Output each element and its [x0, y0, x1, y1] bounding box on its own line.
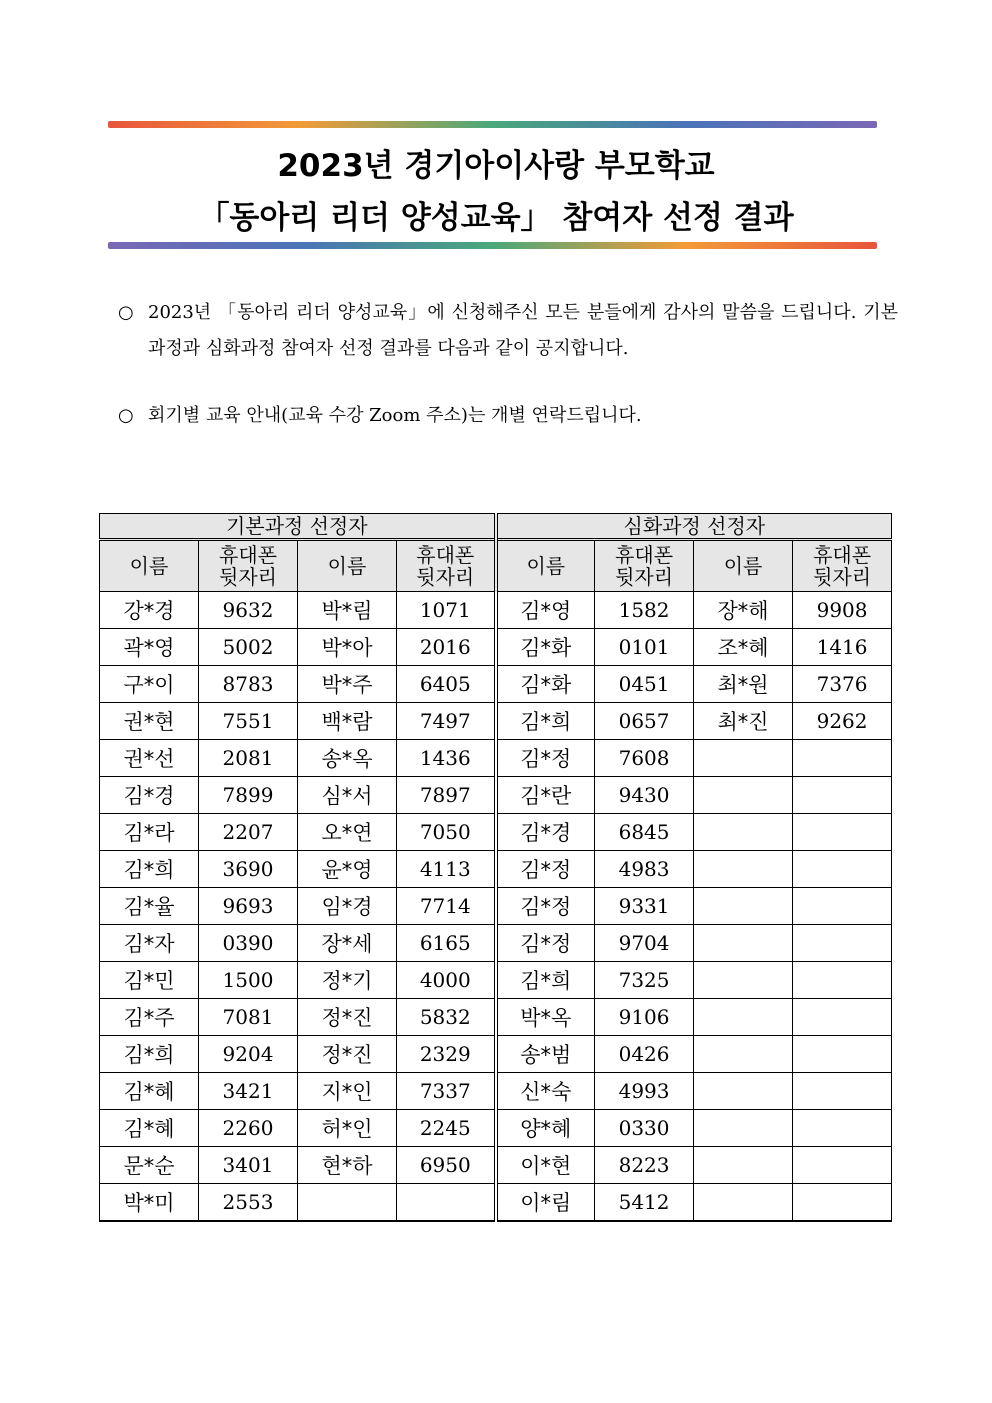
phone-digits-cell: 0426 — [595, 1036, 694, 1073]
phone-digits-cell: 4000 — [397, 962, 496, 999]
participant-name-cell — [694, 1073, 793, 1110]
participant-name-cell: 윤*영 — [298, 851, 397, 888]
participant-name-cell: 문*순 — [100, 1147, 199, 1184]
participant-name-cell: 김*혜 — [100, 1073, 199, 1110]
notice-text-1: 2023년 「동아리 리더 양성교육」에 신청해주신 모든 분들에게 감사의 말씀을 드립니다. 기본과정과 심화과정 참여자 선정 결과를 다음과 같이 공지합니다. — [148, 302, 898, 359]
phone-digits-cell: 9693 — [199, 888, 298, 925]
table-row — [100, 1073, 892, 1110]
column-header-phone-line1: 휴대폰 — [219, 543, 277, 567]
phone-digits-cell — [793, 1073, 892, 1110]
phone-digits-cell: 9204 — [199, 1036, 298, 1073]
participant-name-cell: 박*옥 — [496, 999, 595, 1036]
table-row — [100, 629, 892, 666]
column-header-phone-line2: 뒷자리 — [615, 565, 674, 589]
table-row — [100, 925, 892, 962]
column-header-phone — [397, 540, 496, 592]
phone-digits-cell: 7497 — [397, 703, 496, 740]
participant-name-cell — [694, 1036, 793, 1073]
phone-digits-cell: 4993 — [595, 1073, 694, 1110]
phone-digits-cell: 3401 — [199, 1147, 298, 1184]
participant-name-cell: 김*율 — [100, 888, 199, 925]
phone-digits-cell: 4113 — [397, 851, 496, 888]
notice-text-2: 회기별 교육 안내(교육 수강 Zoom 주소)는 개별 연락드립니다. — [148, 405, 642, 426]
participant-name-cell: 최*원 — [694, 666, 793, 703]
participant-name-cell: 허*인 — [298, 1110, 397, 1147]
participant-name-cell: 오*연 — [298, 814, 397, 851]
notice-paragraph-1 — [118, 295, 898, 367]
column-header-name: 이름 — [694, 540, 793, 592]
phone-digits-cell — [793, 740, 892, 777]
table-row — [100, 1036, 892, 1073]
phone-digits-cell: 6950 — [397, 1147, 496, 1184]
table-row — [100, 740, 892, 777]
participant-name-cell: 김*경 — [100, 777, 199, 814]
column-header-phone-line2: 뒷자리 — [416, 565, 475, 589]
participant-name-cell: 김*라 — [100, 814, 199, 851]
participant-name-cell — [694, 1110, 793, 1147]
table-row — [100, 777, 892, 814]
phone-digits-cell: 7714 — [397, 888, 496, 925]
column-header-name: 이름 — [298, 540, 397, 592]
phone-digits-cell — [793, 999, 892, 1036]
participant-name-cell: 구*이 — [100, 666, 199, 703]
participant-name-cell: 김*주 — [100, 999, 199, 1036]
participant-name-cell: 정*진 — [298, 999, 397, 1036]
phone-digits-cell: 9331 — [595, 888, 694, 925]
table-row — [100, 1110, 892, 1147]
phone-digits-cell: 7050 — [397, 814, 496, 851]
participant-name-cell: 김*경 — [496, 814, 595, 851]
phone-digits-cell: 6405 — [397, 666, 496, 703]
table-row — [100, 888, 892, 925]
phone-digits-cell: 7337 — [397, 1073, 496, 1110]
participant-name-cell: 권*선 — [100, 740, 199, 777]
phone-digits-cell: 1582 — [595, 592, 694, 629]
participant-name-cell: 김*희 — [496, 703, 595, 740]
participant-name-cell: 송*범 — [496, 1036, 595, 1073]
participant-name-cell: 장*세 — [298, 925, 397, 962]
phone-digits-cell: 9430 — [595, 777, 694, 814]
participant-name-cell: 김*란 — [496, 777, 595, 814]
table-row — [100, 962, 892, 999]
participant-name-cell: 박*미 — [100, 1184, 199, 1222]
phone-digits-cell: 0330 — [595, 1110, 694, 1147]
phone-digits-cell: 9632 — [199, 592, 298, 629]
phone-digits-cell: 7081 — [199, 999, 298, 1036]
table-row — [100, 851, 892, 888]
phone-digits-cell: 9908 — [793, 592, 892, 629]
column-header-phone — [595, 540, 694, 592]
participant-name-cell: 임*경 — [298, 888, 397, 925]
participant-name-cell: 백*람 — [298, 703, 397, 740]
phone-digits-cell — [793, 888, 892, 925]
phone-digits-cell: 3690 — [199, 851, 298, 888]
phone-digits-cell — [793, 1184, 892, 1222]
participant-name-cell: 김*희 — [496, 962, 595, 999]
participant-name-cell: 김*정 — [496, 740, 595, 777]
phone-digits-cell: 4983 — [595, 851, 694, 888]
participant-name-cell: 이*현 — [496, 1147, 595, 1184]
column-header-name: 이름 — [100, 540, 199, 592]
column-header-phone-line1: 휴대폰 — [813, 543, 872, 567]
column-header-phone-line2: 뒷자리 — [219, 565, 277, 589]
participant-name-cell — [694, 814, 793, 851]
table-row — [100, 592, 892, 629]
phone-digits-cell: 6165 — [397, 925, 496, 962]
participant-name-cell — [694, 740, 793, 777]
section-advanced-header: 심화과정 선정자 — [496, 514, 892, 540]
phone-digits-cell: 0451 — [595, 666, 694, 703]
participant-name-cell: 최*진 — [694, 703, 793, 740]
page-title: 2023년 경기아이사랑 부모학교 — [277, 148, 715, 184]
participant-name-cell — [694, 925, 793, 962]
participant-name-cell: 현*하 — [298, 1147, 397, 1184]
participant-name-cell: 지*인 — [298, 1073, 397, 1110]
phone-digits-cell: 1436 — [397, 740, 496, 777]
participant-name-cell: 박*아 — [298, 629, 397, 666]
participant-name-cell: 김*정 — [496, 888, 595, 925]
phone-digits-cell: 6845 — [595, 814, 694, 851]
phone-digits-cell: 1500 — [199, 962, 298, 999]
column-header-phone-line1: 휴대폰 — [416, 543, 475, 567]
participant-name-cell — [694, 888, 793, 925]
phone-digits-cell: 9106 — [595, 999, 694, 1036]
participant-name-cell: 권*현 — [100, 703, 199, 740]
participant-name-cell: 김*민 — [100, 962, 199, 999]
phone-digits-cell: 5412 — [595, 1184, 694, 1222]
phone-digits-cell: 5002 — [199, 629, 298, 666]
phone-digits-cell — [793, 777, 892, 814]
phone-digits-cell: 2329 — [397, 1036, 496, 1073]
phone-digits-cell — [793, 1147, 892, 1184]
table-row — [100, 1147, 892, 1184]
phone-digits-cell: 1071 — [397, 592, 496, 629]
phone-digits-cell: 7551 — [199, 703, 298, 740]
phone-digits-cell: 9262 — [793, 703, 892, 740]
phone-digits-cell — [793, 1110, 892, 1147]
column-header-phone — [793, 540, 892, 592]
phone-digits-cell: 2207 — [199, 814, 298, 851]
column-header-phone-line1: 휴대폰 — [615, 543, 674, 567]
phone-digits-cell: 2245 — [397, 1110, 496, 1147]
table-row — [100, 666, 892, 703]
phone-digits-cell: 2260 — [199, 1110, 298, 1147]
participant-name-cell: 김*정 — [496, 925, 595, 962]
participant-name-cell — [694, 851, 793, 888]
column-header-name: 이름 — [496, 540, 595, 592]
phone-digits-cell: 8783 — [199, 666, 298, 703]
participant-name-cell: 박*주 — [298, 666, 397, 703]
participant-name-cell — [694, 999, 793, 1036]
title-bar-bottom — [108, 242, 877, 249]
phone-digits-cell: 7325 — [595, 962, 694, 999]
participant-name-cell: 정*기 — [298, 962, 397, 999]
participant-name-cell: 곽*영 — [100, 629, 199, 666]
phone-digits-cell: 1416 — [793, 629, 892, 666]
phone-digits-cell: 8223 — [595, 1147, 694, 1184]
title-bar-top — [108, 121, 877, 128]
participant-name-cell — [694, 1147, 793, 1184]
phone-digits-cell: 2016 — [397, 629, 496, 666]
phone-digits-cell: 2553 — [199, 1184, 298, 1222]
participant-name-cell: 김*희 — [100, 851, 199, 888]
participant-name-cell: 송*옥 — [298, 740, 397, 777]
participant-name-cell — [694, 777, 793, 814]
table-row — [100, 814, 892, 851]
phone-digits-cell: 7376 — [793, 666, 892, 703]
notice-paragraph-2 — [118, 398, 898, 434]
section-basic-header: 기본과정 선정자 — [100, 514, 496, 540]
participant-name-cell: 김*화 — [496, 666, 595, 703]
phone-digits-cell: 0657 — [595, 703, 694, 740]
participant-name-cell: 양*혜 — [496, 1110, 595, 1147]
participant-name-cell: 심*서 — [298, 777, 397, 814]
phone-digits-cell: 7897 — [397, 777, 496, 814]
participant-name-cell: 조*혜 — [694, 629, 793, 666]
phone-digits-cell: 0101 — [595, 629, 694, 666]
table-row — [100, 999, 892, 1036]
column-header-phone — [199, 540, 298, 592]
participant-name-cell — [694, 962, 793, 999]
participant-name-cell — [694, 1184, 793, 1222]
participant-name-cell: 김*화 — [496, 629, 595, 666]
phone-digits-cell — [793, 814, 892, 851]
participant-name-cell: 김*혜 — [100, 1110, 199, 1147]
column-header-phone-line2: 뒷자리 — [813, 565, 872, 589]
phone-digits-cell — [793, 1036, 892, 1073]
participant-name-cell: 강*경 — [100, 592, 199, 629]
circle-bullet-icon: ○ — [118, 302, 134, 323]
phone-digits-cell — [793, 962, 892, 999]
circle-bullet-icon: ○ — [118, 405, 134, 426]
participant-name-cell: 이*림 — [496, 1184, 595, 1222]
table-row — [100, 703, 892, 740]
phone-digits-cell: 5832 — [397, 999, 496, 1036]
phone-digits-cell: 7899 — [199, 777, 298, 814]
participant-name-cell: 김*영 — [496, 592, 595, 629]
phone-digits-cell: 3421 — [199, 1073, 298, 1110]
participant-name-cell: 김*희 — [100, 1036, 199, 1073]
phone-digits-cell: 9704 — [595, 925, 694, 962]
participant-name-cell: 김*정 — [496, 851, 595, 888]
participant-name-cell: 신*숙 — [496, 1073, 595, 1110]
phone-digits-cell — [793, 851, 892, 888]
phone-digits-cell: 0390 — [199, 925, 298, 962]
phone-digits-cell: 2081 — [199, 740, 298, 777]
phone-digits-cell — [793, 925, 892, 962]
selection-table — [99, 513, 892, 1222]
participant-name-cell: 김*자 — [100, 925, 199, 962]
phone-digits-cell — [397, 1184, 496, 1222]
participant-name-cell — [298, 1184, 397, 1222]
phone-digits-cell: 7608 — [595, 740, 694, 777]
participant-name-cell: 정*진 — [298, 1036, 397, 1073]
participant-name-cell: 박*림 — [298, 592, 397, 629]
participant-name-cell: 장*해 — [694, 592, 793, 629]
page-subtitle: 「동아리 리더 양성교육」 참여자 선정 결과 — [198, 200, 794, 236]
table-row — [100, 1184, 892, 1222]
